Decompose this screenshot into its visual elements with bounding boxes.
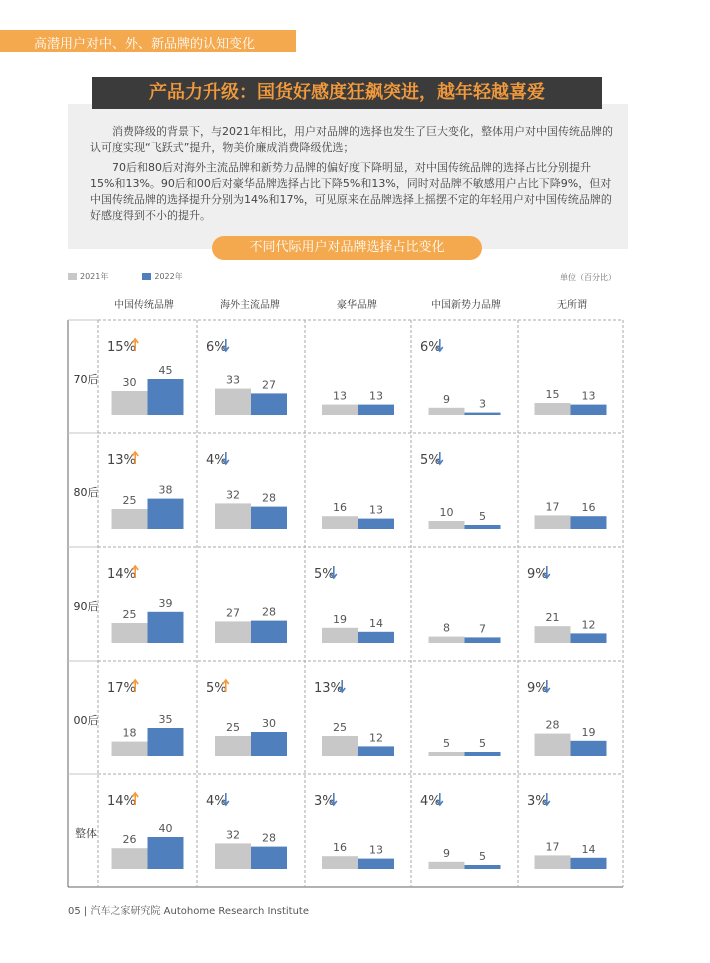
data-label-2021: 8 [443,621,450,635]
data-label-2021: 9 [443,846,450,860]
data-label-2021: 17 [545,840,560,854]
bar-2022 [571,633,607,643]
bar-2022 [465,413,501,415]
data-label-2022: 7 [479,622,486,636]
data-label-2022: 38 [158,483,173,497]
data-label-2022: 13 [369,503,383,517]
data-label-2022: 12 [581,618,596,632]
data-label-2022: 13 [369,843,383,857]
change-label: 17% [107,681,136,696]
change-label: 6% [206,340,227,355]
change-label: 4% [206,794,227,809]
data-label-2021: 25 [226,721,240,734]
data-label-2022: 3 [479,397,486,411]
change-label: 5% [314,567,335,582]
page-number: 05 [68,906,81,917]
row-label: 整体 [75,827,97,840]
bar-2022 [148,612,184,643]
data-label-2022: 39 [158,596,173,610]
change-label: 5% [206,681,227,696]
data-label-2021: 19 [333,612,347,626]
data-label-2022: 35 [158,713,173,726]
bar-2022 [148,499,184,529]
change-label: 14% [107,567,136,582]
change-label: 4% [206,453,227,468]
section-title: 高潜用户对中、外、新品牌的认知变化 [34,37,256,52]
bar-2022 [251,621,287,643]
data-label-2021: 25 [333,721,347,734]
bar-2022 [571,741,607,756]
change-label: 9% [527,681,548,696]
bar-2022 [251,393,287,415]
bar-2021 [535,515,571,529]
bar-2022 [251,507,287,529]
column-header: 豪华品牌 [337,300,377,311]
bar-2021 [429,752,465,756]
bar-2022 [358,519,394,529]
bar-2021 [535,403,571,415]
bar-2022 [148,728,184,756]
data-label-2022: 5 [479,510,486,523]
legend-label-2022: 2022年 [154,272,183,281]
bar-2022 [571,516,607,529]
data-label-2022: 19 [581,725,596,739]
change-label: 13% [107,453,136,468]
data-label-2021: 9 [443,392,450,406]
change-label: 14% [107,794,136,809]
data-label-2022: 12 [369,731,383,745]
data-label-2021: 16 [333,501,347,515]
data-label-2022: 13 [369,389,383,403]
bar-2021 [112,848,148,869]
data-label-2021: 28 [545,718,560,732]
bar-2021 [535,626,571,643]
bar-2021 [112,391,148,415]
data-label-2021: 5 [443,737,450,750]
bar-2021 [429,408,465,415]
bar-2022 [251,847,287,869]
data-label-2022: 45 [158,364,173,377]
change-label: 5% [420,453,441,468]
bar-2022 [465,865,501,869]
data-label-2021: 33 [226,373,240,387]
bar-2021 [215,503,251,529]
data-label-2021: 25 [122,494,137,507]
bar-2021 [215,736,251,756]
bar-2021 [322,628,358,643]
column-header: 无所谓 [557,300,587,311]
bar-2022 [358,405,394,415]
bar-2021 [429,637,465,643]
data-label-2021: 10 [439,506,454,519]
bar-2022 [148,379,184,415]
row-label: 80后 [73,486,99,499]
bar-2022 [358,746,394,756]
bar-2022 [465,525,501,529]
org-name-en: Autohome Research Institute [163,906,309,917]
bar-2021 [112,623,148,643]
bar-2021 [215,621,251,643]
data-label-2022: 5 [479,737,486,750]
footer-separator: | [83,906,88,917]
bar-2021 [322,516,358,529]
data-label-2021: 30 [122,376,137,389]
data-label-2022: 28 [262,831,276,845]
legend-label-2021: 2021年 [80,272,109,281]
bar-2022 [358,632,394,643]
footer [68,902,309,917]
bar-2021 [112,742,148,756]
data-label-2022: 5 [479,850,486,863]
data-label-2021: 13 [333,389,347,403]
bar-2021 [535,734,571,756]
headline: 产品力升级：国货好感度狂飙突进，越年轻越喜爱 [149,82,545,103]
change-label: 13% [314,681,343,696]
change-label: 3% [527,794,548,809]
row-label: 90后 [73,600,99,613]
bar-2021 [535,855,571,869]
data-label-2022: 28 [262,605,276,619]
bar-2022 [148,837,184,869]
data-label-2022: 14 [369,616,383,630]
bar-2021 [322,736,358,756]
bar-2022 [571,405,607,415]
data-label-2021: 27 [226,606,240,620]
change-label: 6% [420,340,441,355]
row-label: 70后 [73,373,99,386]
data-label-2022: 40 [158,822,173,835]
data-label-2021: 21 [545,611,560,625]
column-header: 中国新势力品牌 [431,300,501,311]
bar-2021 [112,509,148,529]
data-label-2021: 17 [545,500,560,514]
bar-2022 [251,732,287,756]
intro-paragraph: 消费降级的背景下，与2021年相比，用户对品牌的选择也发生了巨大变化，整体用户对中国传统品牌的认可度实现“飞跃式”提升，物美价廉成消费降级优选； [90,125,613,154]
data-label-2021: 25 [122,608,137,621]
bar-2022 [358,859,394,869]
row-label: 00后 [73,714,99,727]
bar-2021 [429,862,465,869]
bar-2022 [465,637,501,643]
data-label-2021: 15 [545,388,560,401]
bar-2022 [465,752,501,756]
data-label-2021: 32 [226,488,240,502]
data-label-2021: 26 [122,833,137,847]
bar-2021 [215,389,251,415]
change-label: 3% [314,794,335,809]
data-label-2022: 28 [262,491,276,505]
column-header: 海外主流品牌 [220,300,280,311]
data-label-2021: 18 [122,726,137,740]
data-label-2022: 27 [262,378,276,392]
change-label: 4% [420,794,441,809]
bar-2021 [322,856,358,869]
unit-label: 单位（百分比） [560,273,616,282]
data-label-2022: 13 [581,389,596,403]
org-name-cn: 汽车之家研究院 [90,906,161,917]
data-label-2021: 16 [333,841,347,855]
change-label: 15% [107,340,136,355]
data-label-2022: 14 [581,842,596,856]
bar-2021 [429,521,465,529]
bar-2021 [215,843,251,869]
data-label-2022: 16 [581,501,596,515]
column-header: 中国传统品牌 [114,300,174,311]
change-label: 9% [527,567,548,582]
data-label-2022: 30 [262,717,276,730]
data-label-2021: 32 [226,828,240,842]
bar-2021 [322,405,358,415]
intro-paragraph: 70后和80后对海外主流品牌和新势力品牌的偏好度下降明显，对中国传统品牌的选择占比分别提升15%和13%。90后和00后对豪华品牌选择占比下降5%和13%，同时对品牌不敏感用户占比下降9%，但对中国传统品牌的选择提升分别为14%和17%，可见原来在品牌选择上摇摆不定的年轻用户对中国传统品牌的好感度得到不小的提升。 [90,161,612,222]
bar-2022 [571,858,607,869]
chart-title: 不同代际用户对品牌选择占比变化 [249,240,445,255]
